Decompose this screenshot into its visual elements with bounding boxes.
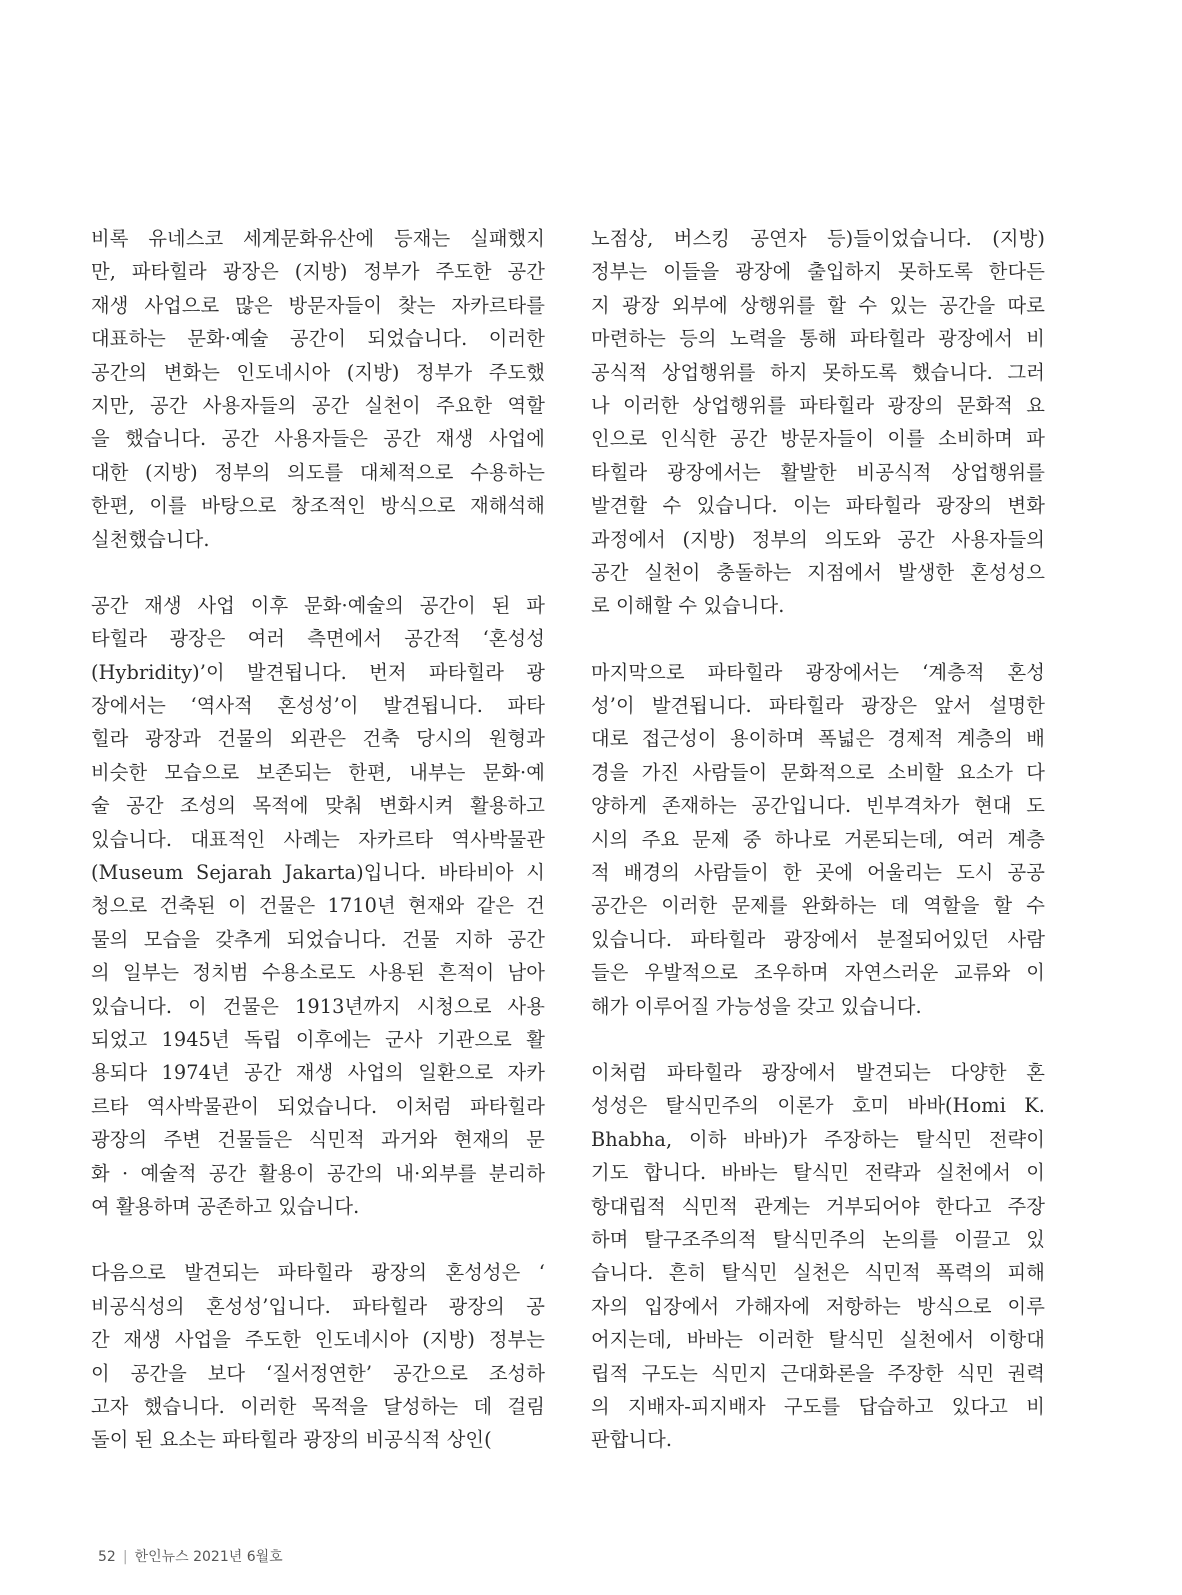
text-line: 정부는 이들을 광장에 출입하지 못하도록 한다든 [591, 260, 1045, 284]
right-column [591, 222, 1045, 1490]
text-line: 하며 탈구조주의적 탈식민주의 논의를 이끌고 있 [591, 1227, 1045, 1251]
text-line: 재생 사업으로 많은 방문자들이 찾는 자카르타를 [91, 293, 545, 317]
text-line: 광장의 주변 건물들은 식민적 과거와 현재의 문 [91, 1128, 545, 1152]
text-line: 타힐라 광장은 여러 측면에서 공간적 ‘혼성성 [91, 627, 545, 651]
footer-separator: | [122, 1549, 128, 1565]
text-line: 시의 주요 문제 중 하나로 거론되는데, 여러 계층 [591, 827, 1045, 851]
text-line: 르타 역사박물관이 되었습니다. 이처럼 파타힐라 [91, 1094, 545, 1118]
text-line: 발견할 수 있습니다. 이는 파타힐라 광장의 변화 [591, 494, 1045, 518]
text-line: 대로 접근성이 용이하며 폭넓은 경제적 계층의 배 [591, 727, 1045, 751]
text-line: 공식적 상업행위를 하지 못하도록 했습니다. 그러 [591, 360, 1045, 384]
text-line: 대한 (지방) 정부의 의도를 대체적으로 수용하는 [91, 460, 545, 484]
publication-title: 한인뉴스 2021년 6월호 [134, 1549, 283, 1565]
paragraph [591, 1056, 1045, 1457]
text-line: 대표하는 문화·예술 공간이 되었습니다. 이러한 [91, 327, 545, 351]
text-line: 실천했습니다. [91, 527, 210, 551]
page-number: 52 [98, 1549, 116, 1565]
text-line: 비슷한 모습으로 보존되는 한편, 내부는 문화·예 [91, 760, 545, 784]
text-line: 술 공간 조성의 목적에 맞춰 변화시켜 활용하고 [91, 794, 545, 818]
text-line: 타힐라 광장에서는 활발한 비공식적 상업행위를 [591, 460, 1045, 484]
text-line: 습니다. 흔히 탈식민 실천은 식민적 폭력의 피해 [591, 1261, 1045, 1285]
text-line: 돌이 된 요소는 파타힐라 광장의 비공식적 상인( [91, 1428, 492, 1452]
text-line: 적 배경의 사람들이 한 곳에 어울리는 도시 공공 [591, 861, 1045, 885]
text-line: 있습니다. 파타힐라 광장에서 분절되어있던 사람 [591, 927, 1045, 951]
text-line: 판합니다. [591, 1428, 673, 1452]
text-line: 성성은 탈식민주의 이론가 호미 바바(Homi K. [591, 1094, 1045, 1118]
text-line: 한편, 이를 바탕으로 창조적인 방식으로 재해석해 [91, 494, 545, 518]
text-line: 다음으로 발견되는 파타힐라 광장의 혼성성은 ‘ [91, 1261, 545, 1285]
text-line: 노점상, 버스킹 공연자 등)들이었습니다. (지방) [591, 227, 1045, 250]
text-line: 공간은 이러한 문제를 완화하는 데 역할을 할 수 [591, 894, 1045, 918]
text-line: 지만, 공간 사용자들의 공간 실천이 주요한 역할 [91, 393, 545, 417]
text-line: 자의 입장에서 가해자에 저항하는 방식으로 이루 [591, 1294, 1045, 1318]
text-line: 용되다 1974년 공간 재생 사업의 일환으로 자카 [91, 1061, 545, 1085]
text-line: 들은 우발적으로 조우하며 자연스러운 교류와 이 [591, 961, 1045, 985]
text-line: 화 · 예술적 공간 활용이 공간의 내·외부를 분리하 [91, 1161, 545, 1185]
text-line: 마련하는 등의 노력을 통해 파타힐라 광장에서 비 [591, 327, 1045, 351]
text-line: 청으로 건축된 이 건물은 1710년 현재와 같은 건 [91, 894, 545, 918]
text-line: 여 활용하며 공존하고 있습니다. [91, 1194, 360, 1218]
text-line: (Hybridity)’이 발견됩니다. 번저 파타힐라 광 [91, 660, 545, 684]
text-line: 의 지배자-피지배자 구도를 답습하고 있다고 비 [591, 1394, 1045, 1418]
text-line: 되었고 1945년 독립 이후에는 군사 기관으로 활 [91, 1027, 545, 1051]
text-line: 어지는데, 바바는 이러한 탈식민 실천에서 이항대 [591, 1328, 1045, 1352]
text-line: 공간 재생 사업 이후 문화·예술의 공간이 된 파 [91, 593, 545, 617]
text-line: 을 했습니다. 공간 사용자들은 공간 재생 사업에 [91, 427, 545, 451]
text-line: 비공식성의 혼성성’입니다. 파타힐라 광장의 공 [91, 1294, 545, 1318]
text-line: 이처럼 파타힐라 광장에서 발견되는 다양한 혼 [591, 1060, 1045, 1084]
text-line: 인으로 인식한 공간 방문자들이 이를 소비하며 파 [591, 427, 1045, 451]
text-line: 과정에서 (지방) 정부의 의도와 공간 사용자들의 [591, 527, 1045, 551]
text-line: 물의 모습을 갖추게 되었습니다. 건물 지하 공간 [91, 927, 545, 951]
text-line: 지 광장 외부에 상행위를 할 수 있는 공간을 따로 [591, 293, 1045, 317]
text-line: 이 공간을 보다 ‘질서정연한’ 공간으로 조성하 [91, 1361, 545, 1385]
text-line: 있습니다. 대표적인 사례는 자카르타 역사박물관 [91, 827, 545, 851]
text-line: 있습니다. 이 건물은 1913년까지 시청으로 사용 [91, 994, 545, 1018]
text-line: 로 이해할 수 있습니다. [591, 594, 785, 618]
text-line: 성’이 발견됩니다. 파타힐라 광장은 앞서 설명한 [591, 694, 1045, 718]
paragraph [591, 656, 1045, 1023]
page-footer [98, 1546, 283, 1566]
text-line: 비록 유네스코 세계문화유산에 등재는 실패했지 [91, 227, 545, 250]
left-column [91, 222, 545, 1490]
text-line: 양하게 존재하는 공간입니다. 빈부격차가 현대 도 [591, 794, 1045, 818]
text-line: 기도 합니다. 바바는 탈식민 전략과 실천에서 이 [591, 1161, 1045, 1185]
text-line: 만, 파타힐라 광장은 (지방) 정부가 주도한 공간 [91, 260, 545, 284]
text-line: 해가 이루어질 가능성을 갖고 있습니다. [591, 994, 922, 1018]
text-line: 마지막으로 파타힐라 광장에서는 ‘계층적 혼성 [591, 660, 1045, 684]
text-line: (Museum Sejarah Jakarta)입니다. 바타비아 시 [91, 861, 545, 885]
paragraph [591, 222, 1045, 623]
paragraph [91, 222, 545, 556]
text-line: 힐라 광장과 건물의 외관은 건축 당시의 원형과 [91, 727, 545, 751]
text-line: 항대립적 식민적 관계는 거부되어야 한다고 주장 [591, 1194, 1045, 1218]
text-line: 공간의 변화는 인도네시아 (지방) 정부가 주도했 [91, 360, 545, 384]
text-line: 장에서는 ‘역사적 혼성성’이 발견됩니다. 파타 [91, 694, 545, 718]
text-line: 립적 구도는 식민지 근대화론을 주장한 식민 권력 [591, 1361, 1045, 1385]
paragraph [91, 589, 545, 1223]
text-line: 고자 했습니다. 이러한 목적을 달성하는 데 걸림 [91, 1394, 545, 1418]
text-line: 의 일부는 정치범 수용소로도 사용된 흔적이 남아 [91, 961, 545, 985]
text-line: 나 이러한 상업행위를 파타힐라 광장의 문화적 요 [591, 393, 1045, 417]
text-line: 간 재생 사업을 주도한 인도네시아 (지방) 정부는 [91, 1328, 545, 1352]
paragraph [91, 1256, 545, 1456]
text-line: 경을 가진 사람들이 문화적으로 소비할 요소가 다 [591, 760, 1045, 784]
text-line: Bhabha, 이하 바바)가 주장하는 탈식민 전략이 [591, 1127, 1045, 1151]
text-line: 공간 실천이 충돌하는 지점에서 발생한 혼성성으 [591, 560, 1045, 584]
